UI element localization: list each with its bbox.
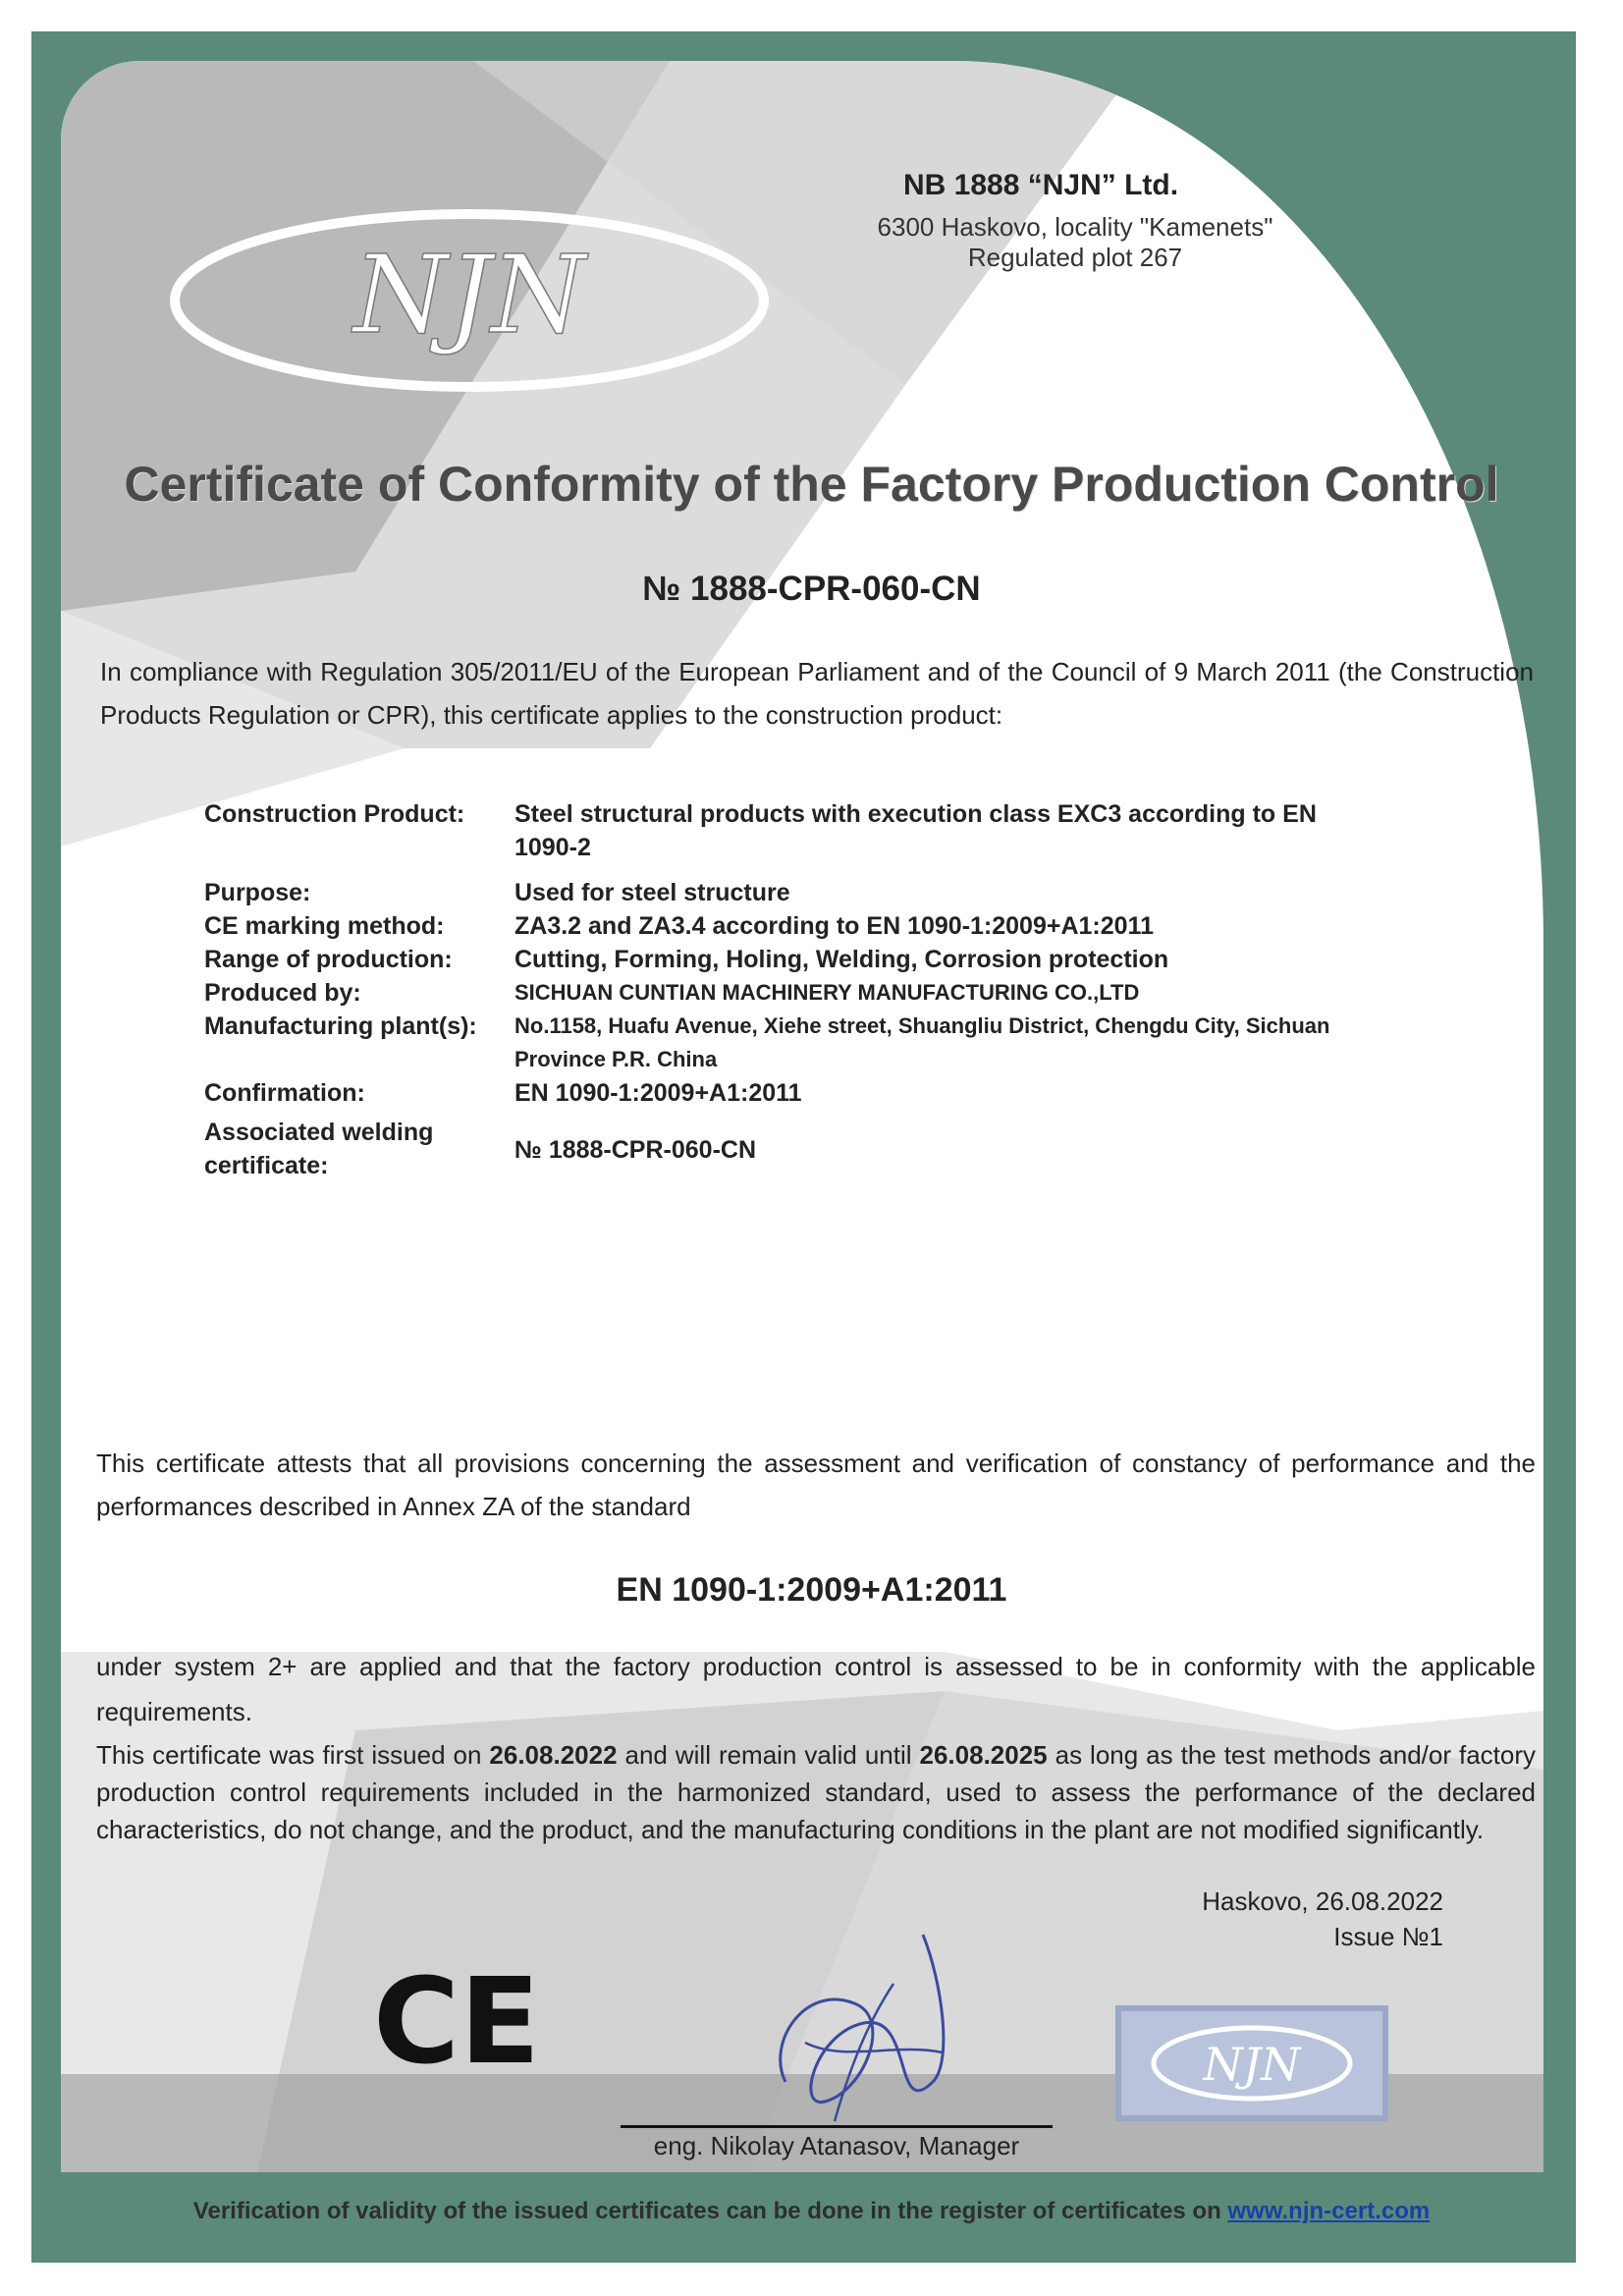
detail-label: Range of production: — [204, 946, 453, 973]
detail-label: Manufacturing plant(s): — [204, 1012, 477, 1040]
detail-value: SICHUAN CUNTIAN MACHINERY MANUFACTURING CO.,LTD — [514, 980, 1140, 1005]
issue-date: 26.08.2022 — [489, 1740, 618, 1770]
detail-value: Cutting, Forming, Holing, Welding, Corrosion protection — [514, 946, 1169, 973]
logo-text: NJN — [352, 232, 586, 357]
signatory-name: eng. Nikolay Atanasov, Manager — [653, 2131, 1020, 2160]
njn-logo — [155, 202, 784, 399]
place-date: Haskovo, 26.08.2022 — [1202, 1886, 1443, 1916]
valid-until-date: 26.08.2025 — [919, 1740, 1048, 1770]
attest-paragraph: This certificate attests that all provisions concerning the assessment and verification of constancy of performance and the performances described in Annex ZA of the standard — [96, 1449, 1536, 1521]
signature-icon — [746, 1925, 972, 2141]
detail-row-welding-certificate — [204, 1116, 1382, 1182]
detail-label: Confirmation: — [204, 1079, 365, 1107]
certificate-title: Certificate of Conformity of the Factory Production Control — [124, 457, 1499, 512]
detail-value: Steel structural products with execution class EXC3 according to EN 1090-2 — [514, 800, 1317, 861]
stamp-text: NJN — [1203, 2038, 1301, 2091]
certificate-number: № 1888-CPR-060-CN — [642, 570, 981, 608]
detail-row-confirmation — [204, 1076, 1382, 1110]
detail-row-purpose — [204, 876, 1382, 909]
detail-value: № 1888-CPR-060-CN — [514, 1136, 757, 1164]
detail-row-plant — [204, 1010, 1382, 1076]
detail-value: EN 1090-1:2009+A1:2011 — [514, 1079, 802, 1107]
address-line-2: Regulated plot 267 — [967, 243, 1183, 272]
ce-mark-text: CE — [373, 1964, 541, 2082]
place-and-date-block — [1109, 1884, 1443, 1954]
validity-text-3: as long as the test methods and/or factory production control requirements included in the harmonized standard, used to assess the performance of the declared characteristics, do not change, and the product, and the manufacturing conditions in the plant are not modified significantly. — [96, 1740, 1537, 1844]
notified-body-address — [844, 212, 1306, 273]
detail-label: Associated welding certificate: — [204, 1119, 434, 1179]
address-line-1: 6300 Haskovo, locality "Kamenets" — [877, 212, 1273, 242]
product-details — [204, 797, 1382, 1182]
detail-row-range — [204, 943, 1382, 976]
validity-text-1: This certificate was first issued on — [96, 1740, 490, 1770]
detail-row-produced-by — [204, 976, 1382, 1010]
intro-paragraph: In compliance with Regulation 305/2011/EU of the European Parliament and of the Council of 9 March 2011 (the Construction Products Regulation or CPR), this certificate applies to the construction product: — [100, 657, 1534, 730]
validity-paragraph — [96, 1736, 1536, 1848]
detail-value: ZA3.2 and ZA3.4 according to EN 1090-1:2009+A1:2011 — [514, 912, 1154, 940]
detail-label: Purpose: — [204, 879, 311, 906]
issue-number: Issue №1 — [1333, 1922, 1443, 1951]
validity-text-2: and will remain valid until — [617, 1740, 920, 1770]
signature-line — [621, 2125, 1053, 2128]
footer-text: Verification of validity of the issued certificates can be done in the register of certificates on — [192, 2198, 1228, 2224]
detail-value: No.1158, Huafu Avenue, Xiehe street, Shuangliu District, Chengdu City, Sichuan Province P.R. China — [514, 1013, 1330, 1071]
notified-body-name: NB 1888 “NJN” Ltd. — [903, 169, 1179, 201]
njn-stamp-icon — [1115, 2005, 1388, 2121]
detail-label: CE marking method: — [204, 912, 445, 940]
verification-footer — [0, 2198, 1623, 2225]
register-link[interactable]: www.njn-cert.com — [1227, 2198, 1431, 2224]
detail-value: Used for steel structure — [514, 879, 790, 906]
detail-label: Construction Product: — [204, 800, 465, 828]
standard-reference: EN 1090-1:2009+A1:2011 — [616, 1571, 1007, 1609]
ce-mark-icon — [373, 1964, 569, 2082]
detail-label: Produced by: — [204, 979, 361, 1007]
detail-row-ce-marking — [204, 909, 1382, 943]
system-paragraph: under system 2+ are applied and that the factory production control is assessed to be in conformity with the applicable requirements. — [96, 1652, 1536, 1726]
detail-row-construction-product — [204, 797, 1382, 864]
